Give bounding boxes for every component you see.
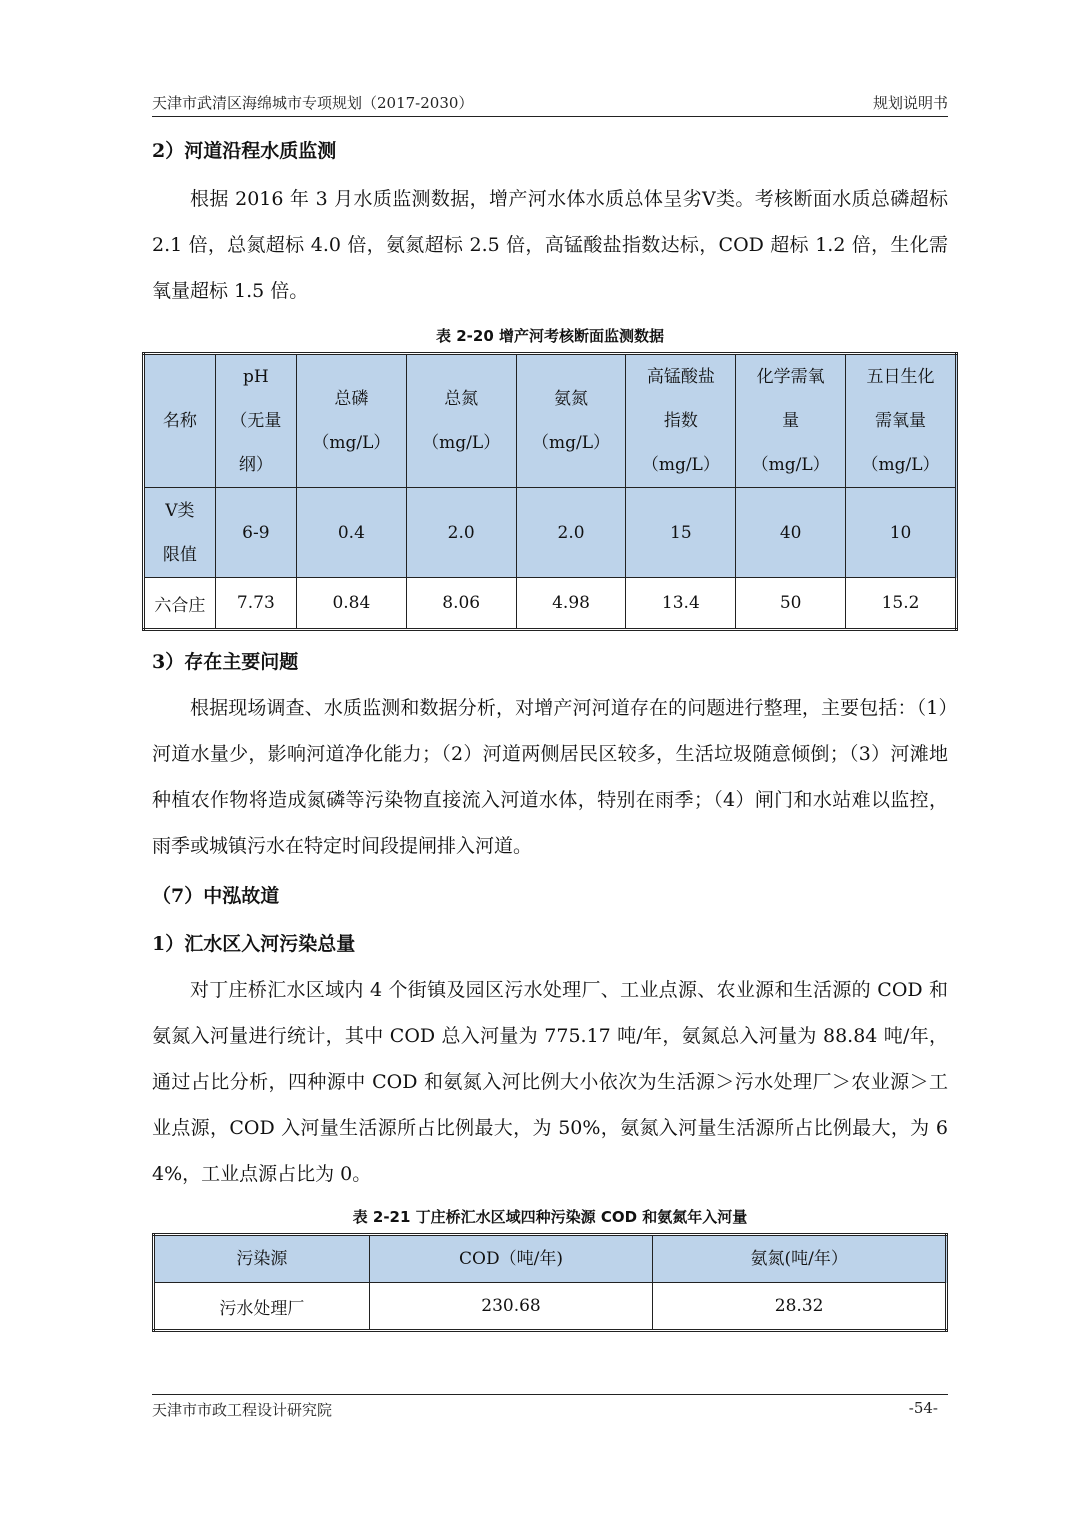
table-cell: 2.0 bbox=[406, 488, 516, 578]
header-cell: 高锰酸盐 指数 （mg/L） bbox=[626, 354, 736, 488]
table-cell: 8.06 bbox=[406, 578, 516, 630]
table-cell: 0.84 bbox=[296, 578, 406, 630]
table-row bbox=[144, 488, 957, 578]
header-title: 天津市武清区海绵城市专项规划（2017-2030） bbox=[152, 94, 474, 112]
header-cell: 名称 bbox=[144, 354, 216, 488]
monitoring-table bbox=[142, 352, 958, 631]
table-cell: 50 bbox=[736, 578, 846, 630]
header-cell: 五日生化 需氧量 （mg/L） bbox=[846, 354, 957, 488]
table-cell: 6-9 bbox=[215, 488, 296, 578]
section-heading-zhonghong: （7）中泓故道 bbox=[152, 885, 280, 907]
table-cell: 污水处理厂 bbox=[154, 1283, 370, 1331]
table-row bbox=[144, 578, 957, 630]
table-header-row bbox=[144, 354, 957, 488]
footer-organization: 天津市市政工程设计研究院 bbox=[152, 1401, 333, 1419]
table-row bbox=[154, 1283, 947, 1331]
table-caption-2-20: 表 2-20 增产河考核断面监测数据 bbox=[436, 327, 664, 345]
header-cell: 总氮 （mg/L） bbox=[406, 354, 516, 488]
table-cell: 10 bbox=[846, 488, 957, 578]
section-heading-pollution-total: 1）汇水区入河污染总量 bbox=[152, 933, 356, 955]
page-content bbox=[152, 128, 948, 1332]
table-caption-2-21: 表 2-21 丁庄桥汇水区域四种污染源 COD 和氨氮年入河量 bbox=[352, 1208, 748, 1226]
header-cell: 污染源 bbox=[154, 1235, 370, 1283]
row-name-cell: Ⅴ类 限值 bbox=[144, 488, 216, 578]
table-cell: 15.2 bbox=[846, 578, 957, 630]
table-cell: 15 bbox=[626, 488, 736, 578]
section-heading-main-problems: 3）存在主要问题 bbox=[152, 651, 299, 673]
header-doc-type: 规划说明书 bbox=[872, 94, 948, 112]
header-cell: 氨氮(吨/年） bbox=[653, 1235, 947, 1283]
header-cell: 化学需氧 量 （mg/L） bbox=[736, 354, 846, 488]
table-cell: 28.32 bbox=[653, 1283, 947, 1331]
page-number: -54- bbox=[908, 1399, 938, 1417]
pollution-source-table bbox=[152, 1233, 948, 1332]
header-cell: 总磷 （mg/L） bbox=[296, 354, 406, 488]
paragraph-water-monitoring: 根据 2016 年 3 月水质监测数据，增产河水体水质总体呈劣Ⅴ类。考核断面水质总磷超标 2.1 倍，总氮超标 4.0 倍，氨氮超标 2.5 倍，高锰酸盐指数达标，COD 超标 1.2 倍，生化需氧量超标 1.5 倍。 bbox=[152, 188, 948, 302]
header-cell: 氨氮 （mg/L） bbox=[516, 354, 626, 488]
section-heading-water-monitoring: 2）河道沿程水质监测 bbox=[152, 140, 337, 162]
table-cell: 2.0 bbox=[516, 488, 626, 578]
table-cell: 230.68 bbox=[369, 1283, 653, 1331]
row-name-cell: 六合庄 bbox=[144, 578, 216, 630]
paragraph-main-problems: 根据现场调查、水质监测和数据分析，对增产河河道存在的问题进行整理，主要包括：（1）河道水量少，影响河道净化能力；（2）河道两侧居民区较多，生活垃圾随意倾倒；（3）河滩地种植农作物将造成氮磷等污染物直接流入河道水体，特别在雨季；（4）闸门和水站难以监控，雨季或城镇污水在特定时间段提闸排入河道。 bbox=[152, 697, 948, 857]
table-cell: 40 bbox=[736, 488, 846, 578]
table-cell: 0.4 bbox=[296, 488, 406, 578]
table-header-row bbox=[154, 1235, 947, 1283]
paragraph-pollution-total: 对丁庄桥汇水区域内 4 个街镇及园区污水处理厂、工业点源、农业源和生活源的 COD 和氨氮入河量进行统计，其中 COD 总入河量为 775.17 吨/年，氨氮总入河量为 88.84 吨/年，通过占比分析，四种源中 COD 和氨氮入河比例大小依次为生活源＞污水处理厂＞农业源＞工业点源，COD 入河量生活源所占比例最大，为 50%，氨氮入河量生活源所占比例最大，为 64%，工业点源占比为 0。 bbox=[152, 979, 948, 1185]
header-cell: COD（吨/年) bbox=[369, 1235, 653, 1283]
page-header bbox=[152, 90, 948, 117]
page-footer bbox=[152, 1394, 948, 1425]
table-cell: 13.4 bbox=[626, 578, 736, 630]
header-cell: pH （无量 纲） bbox=[215, 354, 296, 488]
table-cell: 7.73 bbox=[215, 578, 296, 630]
table-cell: 4.98 bbox=[516, 578, 626, 630]
